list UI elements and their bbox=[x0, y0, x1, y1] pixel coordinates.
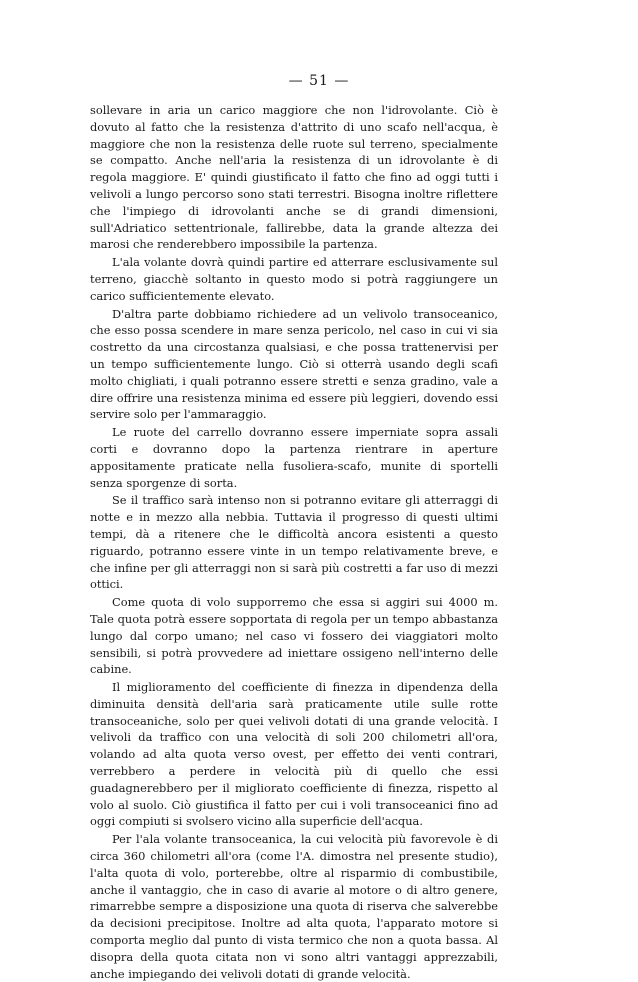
paragraph-5: Se il traffico sarà intenso non si potranno evitare gli atterraggi di notte e in mezzo alla nebbia. Tuttavia il progresso di questi ultimi tempi, dà a ritenere che le difficoltà ancora esistenti a questo riguardo, potranno essere vinte in un tempo relativamente breve, e che infine per gli atterraggi non si sarà più costretti a far uso di mezzi ottici. bbox=[90, 493, 498, 592]
paragraph-8: Per l'ala volante transoceanica, la cui velocità più favorevole è di circa 360 chilometri all'ora (come l'A. dimostra nel presente studio), l'alta quota di volo, porterebbe, oltre al risparmio di combustibile, anche il vantaggio, che in caso di avarie al motore o di altro genere, rimarrebbe sempre a disposizione una quota di riserva che salverebbe da decisioni precipitose. Inoltre ad alta quota, l'apparato motore si comporta meglio dal punto di vista termico che non a quota bassa. Al disopra della quota citata non vi sono altri vantaggi apprezzabili, anche impiegando dei velivoli dotati di grande velocità. bbox=[90, 832, 498, 981]
paragraph-6: Come quota di volo supporremo che essa si aggiri sui 4000 m. Tale quota potrà essere sopportata di regola per un tempo abbastanza lungo dal corpo umano; nel caso vi fossero dei viaggiatori molto sensibili, si potrà provvedere ad iniettare ossigeno nell'interno delle cabine. bbox=[90, 595, 498, 677]
paragraph-3: D'altra parte dobbiamo richiedere ad un velivolo transoceanico, che esso possa scendere in mare senza pericolo, nel caso in cui vi sia costretto da una circostanza qualsiasi, e che possa trattenervisi per un tempo sufficientemente lungo. Ciò si otterrà usando degli scafi molto chigliati, i quali potranno essere stretti e senza gradino, vale a dire offrire una resistenza minima ed essere più leggieri, dovendo essi servire solo per l'ammaraggio. bbox=[90, 306, 498, 422]
paragraph-4: Le ruote del carrello dovranno essere imperniate sopra assali corti e dovranno dopo la partenza rientrare in aperture appositamente praticate nella fusoliera-scafo, munite di sportelli senza sporgenze di sorta. bbox=[90, 425, 498, 490]
paragraph-7: Il miglioramento del coefficiente di finezza in dipendenza della diminuita densità dell'aria sarà praticamente utile sulle rotte transoceaniche, solo per quei velivoli dotati di una grande velocità. I velivoli da traffico con una velocità di soli 200 chilometri all'ora, volando ad alta quota verso ovest, per effetto dei venti contrari, verrebbero a perdere in velocità più di quello che essi guadagnerebbero per il migliorato coefficiente di finezza, rispetto al volo al suolo. Ciò giustifica il fatto per cui i voli transoceanici fino ad oggi compiuti si svolsero vicino alla superficie dell'acqua. bbox=[90, 680, 498, 829]
paragraph-2: L'ala volante dovrà quindi partire ed atterrare esclusivamente sul terreno, giacchè soltanto in questo modo si potrà raggiungere un carico sufficientemente elevato. bbox=[90, 255, 498, 303]
paragraph-1: sollevare in aria un carico maggiore che non l'idrovolante. Ciò è dovuto al fatto che la resistenza d'attrito di uno scafo nell'acqua, è maggiore che non la resistenza delle ruote sul terreno, specialmente se compatto. Anche nell'aria la resistenza di un idrovolante è di regola maggiore. E' quindi giustificato il fatto che fino ad oggi tutti i velivoli a lungo percorso sono stati terrestri. Bisogna inoltre riflettere che l'impiego di idrovolanti anche se di grandi dimensioni, sull'Adriatico settentrionale, fallirebbe, data la grande altezza dei marosi che renderebbero impossibile la partenza. bbox=[90, 103, 498, 252]
page-number: — 51 — bbox=[288, 73, 350, 89]
body-text bbox=[90, 102, 498, 982]
